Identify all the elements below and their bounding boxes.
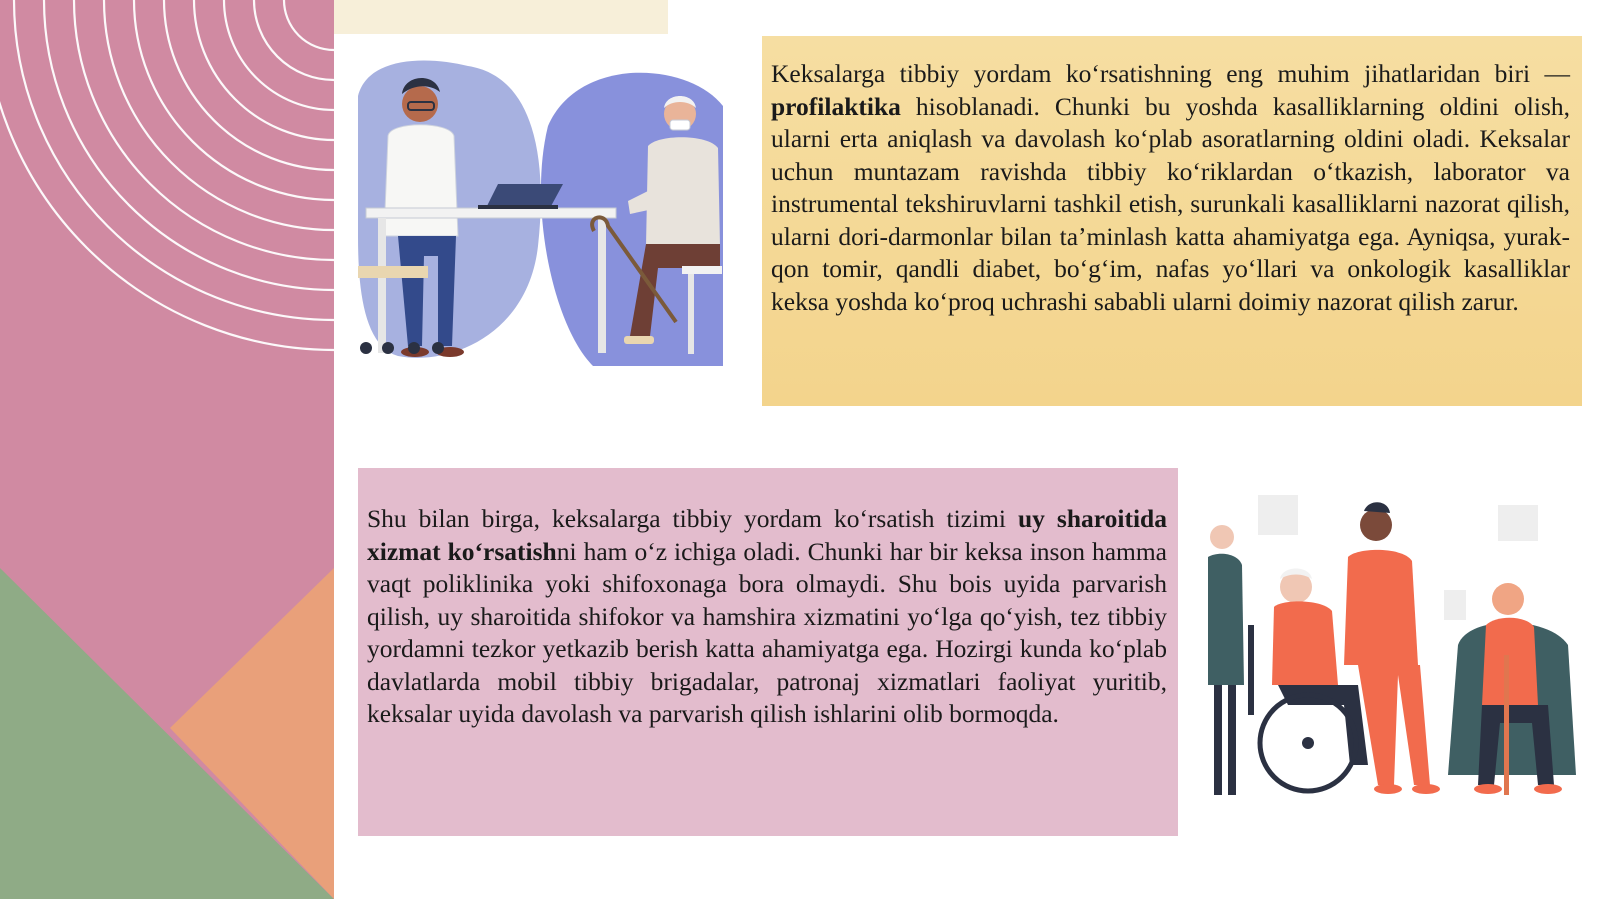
- prevention-text-part2: hisoblanadi. Chunki bu yoshda kasalliklarning oldini olish, ularni erta aniqlash va davolash koʻplab asoratlarning oldini oladi. Keksalar uchun muntazam ravishda tibbiy koʻriklardan oʻtkazish, laborator va instrumental tekshiruvlarni tashkil etish, surunkali kasalliklarni nazorat qilish, ularni dori-darmonlar bilan taʼminlash katta ahamiyatga ega. Ayniqsa, yurak-qon tomir, qandli diabet, boʻgʻim, nafas yoʻllari va onkologik kasalliklar keksa yoshda koʻproq uchrashi sababli ularni doimiy nazorat qilish zarur.: [771, 91, 1570, 316]
- decorative-left-panel: [0, 0, 334, 899]
- decorative-shapes: [0, 0, 334, 899]
- doctor-consultation-illustration: [358, 36, 730, 376]
- home-care-text-part2: ni ham oʻz ichiga oladi. Chunki har bir keksa inson hamma vaqt poliklinika yoki shifoxonaga bora olmaydi. Shu bois uyida parvarish qilish, uy sharoitida shifokor va hamshira xizmatini yoʻlga qoʻyish, tez tibbiy yordamni tezkor yetkazib berish katta ahamiyatga ega. Hozirgi kunda koʻplab davlatlarda mobil tibbiy brigadalar, patronaj xizmatlari faoliyat yuritib, keksalar uyida davolash va parvarish qilish ishlarini olib bormoqda.: [367, 536, 1167, 728]
- top-cream-strip: [334, 0, 668, 34]
- elderly-care-illustration: [1208, 495, 1580, 825]
- home-care-text-box: [358, 468, 1178, 836]
- prevention-text-box: [762, 36, 1582, 406]
- prevention-text-bold: profilaktika: [771, 91, 901, 121]
- home-care-text-part1: Shu bilan birga, keksalarga tibbiy yordam koʻrsatish tizimi: [367, 504, 1018, 533]
- home-care-text-bold: uy sharoitida xizmat koʻrsatish: [367, 504, 1167, 566]
- prevention-text-part1: Keksalarga tibbiy yordam koʻrsatishning eng muhim jihatlaridan biri —: [771, 59, 1570, 88]
- concentric-arcs: [0, 0, 334, 350]
